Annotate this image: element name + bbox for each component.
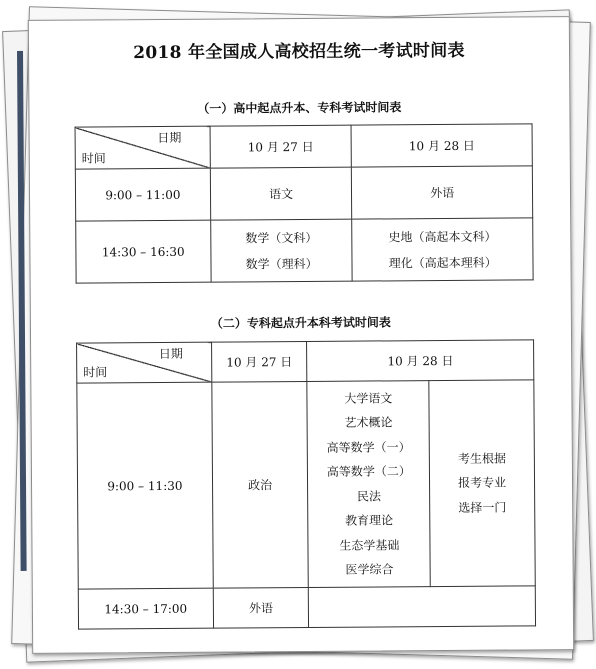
- subject-item: 高等数学（一）: [326, 439, 411, 455]
- document-page: [28, 16, 574, 654]
- subject-item: 史地（高起本文科）: [388, 229, 497, 244]
- table2-caption: （二）专科起点升本科考试时间表: [210, 315, 391, 331]
- table2-header-row: [77, 340, 534, 383]
- table2-corner-date-label: 日期: [158, 346, 183, 361]
- note-line: 选择一门: [458, 500, 507, 515]
- table2-row2-day1: 外语: [213, 587, 309, 628]
- table1-date2-header: 10 月 28 日: [351, 124, 532, 167]
- table2-date1-header: 10 月 27 日: [211, 341, 307, 382]
- table2-schedule: [76, 339, 536, 629]
- document-title: 2018 年全国成人高校招生统一考试时间表: [133, 40, 465, 64]
- note-line: 报考专业: [458, 475, 507, 491]
- table1-row2-day2: [352, 218, 533, 281]
- subject-item: 民法: [356, 488, 382, 504]
- table1-row2-time: 14:30 – 16:30: [76, 220, 211, 283]
- subject-item: 大学语文: [344, 390, 393, 406]
- subject-item: 数学（理科）: [245, 256, 318, 271]
- table1-schedule: [75, 123, 534, 283]
- table-row: [77, 380, 535, 589]
- table-row: [78, 586, 535, 629]
- subject-item: 数学（文科）: [245, 230, 318, 245]
- subject-item: 艺术概论: [344, 415, 393, 430]
- table1-corner-cell: [75, 126, 210, 169]
- table1-date1-header: 10 月 27 日: [210, 125, 352, 168]
- table2-corner-cell: [77, 342, 212, 383]
- table1-caption: （一）高中起点升本、专科考试时间表: [197, 100, 402, 116]
- table1-corner-time-label: 时间: [81, 151, 106, 166]
- table2-date2-header: 10 月 28 日: [307, 340, 534, 382]
- table2-row1-subjects: [307, 381, 430, 588]
- subject-item: 医学综合: [345, 562, 394, 577]
- table1-row2-day1: [210, 219, 352, 282]
- table-row: [76, 218, 533, 283]
- subject-item: 教育理论: [345, 513, 394, 528]
- table1-header-row: [75, 124, 532, 169]
- table-row: [75, 166, 532, 221]
- table2-row1-day1: 政治: [212, 381, 309, 588]
- table1-row1-time: 9:00 – 11:00: [75, 168, 210, 221]
- subject-item: 高等数学（二）: [326, 464, 411, 479]
- table1-row1-day2: 外语: [352, 166, 533, 219]
- subject-item: 生态学基础: [339, 537, 400, 553]
- table2-row2-day2: [309, 586, 536, 628]
- table2-row1-note: [429, 380, 535, 587]
- subject-item: 理化（高起本理科）: [388, 255, 497, 270]
- table2-row2-time: 14:30 – 17:00: [78, 588, 213, 629]
- table2-row1-time: 9:00 – 11:30: [77, 382, 213, 589]
- table2-corner-time-label: 时间: [83, 365, 108, 380]
- note-line: 考生根据: [457, 451, 507, 466]
- table1-corner-date-label: 日期: [157, 130, 182, 145]
- table1-row1-day1: 语文: [210, 167, 352, 220]
